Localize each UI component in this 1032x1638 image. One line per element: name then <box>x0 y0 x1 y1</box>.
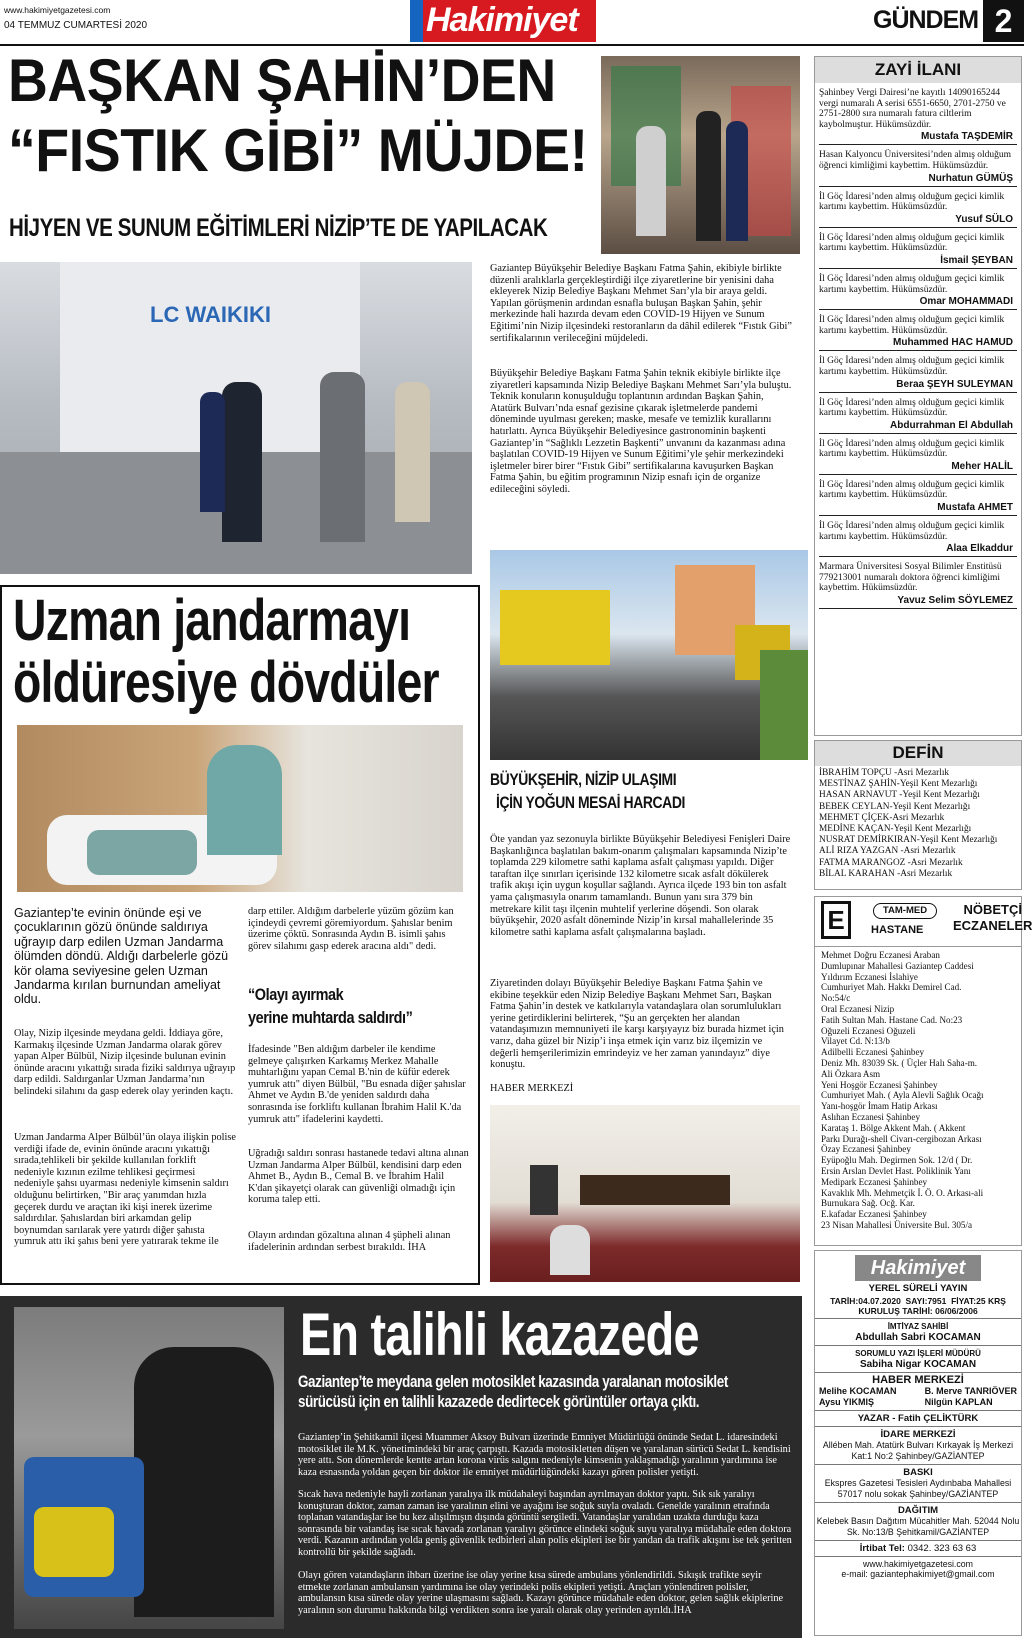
zayi-item-name: Omar MOHAMMADI <box>819 295 1017 310</box>
zayi-item-text: Şahinbey Vergi Dairesi’ne kayıtlı 14090165244 vergi numaralı A serisi 6551-6650, 2701-2750 ve 2751-2800 sıra numaralı fatura ciltlerim kaybolmuştur. Hükümsüzdür. <box>819 88 1006 130</box>
eczane-line: Eyüpoğlu Mah. Degirmen Sok. 12/d ( Dr. <box>821 1155 973 1166</box>
jandarma-subhead-line2: yerine muhtarda saldırdı” <box>248 1008 413 1027</box>
lead-headline-2: “FISTIK GİBİ” MÜJDE! <box>8 117 588 184</box>
eczane-line: E.kafadar Eczanesi Şahinbey <box>821 1209 927 1220</box>
zayi-item-name: Yusuf SÜLO <box>819 213 1017 228</box>
eczane-line: Oral Eczanesi Nizip <box>821 1003 895 1014</box>
eczane-line: Medipark Eczanesi Şahinbey <box>821 1176 928 1187</box>
jandarma-paragraph-3: darp ettiler. Aldığım darbelerle yüzüm gözüm kan içindeydi çevremi göremiyordum. Şahıslar benim üzerime çöktü. Sonrasında Aydın B. isimli şahıs görev silahımı gasp ederek aracına aldı" dedi. <box>248 906 454 952</box>
jandarma-headline-1: Uzman jandarmayı <box>13 588 411 653</box>
zayi-item-text: Marmara Üniversitesi Sosyal Bilimler Enstitüsü 779213001 numaralı doktora öğrenci kimliğimi kaybettim. Hükümsüzdür. <box>819 562 1002 594</box>
lead-paragraph-2: Büyükşehir Belediye Başkanı Fatma Şahin teknik ekibiyle birlikte ilçe ziyaretleri kapsamında Nizip Belediye Başkanı Mehmet Sarı’yla buluştu. Teknik konuların konuşulduğu toplantının ardından Başkan Şahin, Atatürk Bulvarı’nda esnaf gezisine çıkarak işletmelerde pandemi döneminde uyulması gereken; maske, mesafe ve temizlik kurallarını hatırlattı. Ayrıca Büyükşehir Belediyesince gastronominin başkenti Gaziantep’in “Sağlıklı Lezzetin Başkenti” unvanını da kazanması adına başlatılan COVID-19 Hijyen ve Sunum Eğitimi’yle şehir merkezindeki işletmeler birer birer “Fıstık Gibi” sertifikalarına kavuşurken Başkan Fatma Şahin, bu eğitim programının Nizip esnafı için de organize edileceğini söyledi. <box>490 368 792 495</box>
eczane-list <box>815 947 1021 1234</box>
eczane-line: Kavaklık Mh. Mehmetçik İ. Ö. O. Arkası-ali <box>821 1187 984 1198</box>
section-label: GÜNDEM <box>873 6 979 34</box>
defin-item: MEHMET ÇİÇEK-Asri Mezarlık <box>819 812 945 823</box>
lead-photo-shop <box>601 56 800 254</box>
imprint-logo: Hakimiyet <box>855 1255 981 1281</box>
lead-paragraph-3: Öte yandan yaz sezonuyla birlikte Büyükşehir Belediyesi Fenişleri Daire Başkanlığınca başlatılan bakım-onarım çalışmaları kapsamında Nizip’te toplamda 229 kilometre sathi kaplama asfalt çalışması yapıldı. Diğer taraftan ilçe sınırları içerisinde 132 kilometre sıcak asfalt dökülerek trafik akışı için uygun koşullar sağlandı. Ayrıca ilçede 193 bin ton asfalt yama çalışmasıyla onarım tamamlandı. Bunun yanı sıra 379 bin metrekare kilit taşı ilçenin muhtelif yerlerine döşendi. Son olarak büyükşehir, 2020 asfalt döneminde Nizip’in kırsal mahallelerinde 35 kilometre sathi kaplama asfalt çalışmalarına başladı. <box>490 834 791 938</box>
defin-item: BİLAL KARAHAN -Asri Mezarlık <box>819 868 953 879</box>
zayi-item-name: Mustafa TAŞDEMİR <box>819 130 1017 145</box>
zayi-item-name: Yavuz Selim SÖYLEMEZ <box>819 594 1017 609</box>
eczane-line: 23 Nisan Mahallesi Üniversite Bul. 305/a <box>821 1219 973 1230</box>
eczane-line: Burnukara Sağ. Ocğ. Kar. <box>821 1198 915 1209</box>
masthead-logo[interactable]: Hakimiyet <box>410 0 596 42</box>
zayi-item-text: Hasan Kalyoncu Üniversitesi’nden almış olduğum öğrenci kimliğimi kaybettim. Hükümsüzdür. <box>819 150 1012 171</box>
zayi-item-name: Meher HALİL <box>819 460 1017 475</box>
zayi-item-name: Beraa ŞEYH SULEYMAN <box>819 378 1017 393</box>
lead-photo-street: LC WAIKIKI <box>0 262 472 574</box>
defin-panel <box>814 740 1022 890</box>
lead-photo-asphalt <box>490 550 808 760</box>
lead-paragraph-1: Gaziantep Büyükşehir Belediye Başkanı Fatma Şahin, ekibiyle birlikte düzenli aralıklarla gerçekleştirdiği ilçe ziyaretlerine bir yenisini daha ekleyerek Nizip Belediye Başkanı Mehmet Sarı’yla bir araya geldi. Yapılan görüşmenin ardından esnafla buluşan Başkan Şahin, şehir merkezinde hali hazırda devam eden COVID-19 Hijyen ve Sunum Eğitimi’nin Nizip ilçesindeki restoranların da dâhil edilerek “Fıstık Gibi” sertifikalarının verileceğini müjdeledi. <box>490 263 792 344</box>
imprint-panel: Hakimiyet YEREL SÜRELİ YAYIN TARİH:04.07.2020 SAYI:7951 FİYAT:25 KRŞ KURULUŞ TARİHİ: 06/06/2006 İMTİYAZ SAHİBİ Abdullah Sabri KOCAMAN SORUMLU YAZI İŞLERİ MÜDÜRÜ Sabiha Nigar KOCAMAN HABER MERKEZİ Melihe KOCAMAN Aysu YIKMIŞ B. Merve TANRIÖVER Nilgün KAPLAN YAZAR - Fatih ÇELİKTÜRK İDARE MERKEZİ Allében Mah. Atatürk Bulvarı Kırkayak İş Merkezi Kat:1 No:2 Şahinbey/GAZİANTEP BASKI Ekspres Gazetesi Tesisleri Aydınbaba Mahallesi 57017 nolu sokak Şahinbey/GAZİANTEP DAĞITIM Kelebek Basın Dağıtım Mücahitler Mah. 52044 Nolu Sk. No:13/B Şehitkamil/GAZİANTEP İrtibat Tel: 0342. 323 63 63 www.hakimiyetgazetesi.com e-mail: gaziantephakimiyet@gmail.com <box>814 1250 1022 1636</box>
zayi-item-text: İl Göç İdaresi’nden almış olduğum geçici kimlik kartımı kaybettim. Hükümsüzdür. <box>819 191 1005 213</box>
zayi-item-text: İl Göç İdaresi’nden almış olduğum geçici kimlik kartımı kaybettim. Hükümsüzdür. <box>819 315 1005 336</box>
eczane-panel: E TAM-MED HASTANE NÖBETÇİ ECZANELER Mehmet Doğru Eczanesi Araban Dumlupınar Mahallesi Gaziantep Caddesi Yıldırım Eczanesi İslahiye Cumhuriyet Mah. Hakkı Demirel Cad. No:54/c Oral Eczanesi Nizip Fatih Sultan Mah. Hastane Cad. No:23 Oğuzeli Eczanesi Oğuzeli Vilayet Cd. N:13/b Adilbelli Eczanesi Şahinbey Deniz Mh. 83039 Sk. ( Üçler Halı Saha-m. Ali Özkara Asm Yeni Hoşgör Eczanesi Şahinbey Cumhuriyet Mah. ( Ayla Alevli Sağlık Ocağı Yanı-hoşgör İmam Hatip Arkası Aslıhan Eczanesi Şahinbey Karataş 1. Bölge Akkent Mah. ( Akkent Parkı Durağı-shell Civarı-cergibozan Arkası Özay Eczanesi Şahinbey Eyüpoğlu Mah. Degirmen Sok. 12/d ( Dr. Ersin Arslan Devlet Hast. Poliklinik Yanı Medipark Eczanesi Şahinbey Kavaklık Mh. Mehmetçik İ. Ö. O. Arkası-ali Burnukara Sağ. Ocğ. Kar. E.kafadar Eczanesi Şahinbey 23 Nisan Mahallesi Üniversite Bul. 305/a <box>814 896 1022 1246</box>
zayi-item-text: İl Göç İdaresi’nden almış olduğum geçici kimlik kartımı kaybettim. Hükümsüzdür. <box>819 232 1005 254</box>
website-url[interactable]: www.hakimiyetgazetesi.com <box>4 5 111 15</box>
defin-title: DEFİN <box>815 741 1021 766</box>
zayi-item-name: Abdurrahman El Abdullah <box>819 419 1017 434</box>
jandarma-paragraph-6: Olayın ardından gözaltına alınan 4 şüpheli alınan ifadelerinin ardından serbest bırakıldı. İHA <box>248 1230 451 1253</box>
zayi-item-text: İl Göç İdaresi’nden almış olduğum geçici kimlik kartımı kaybettim. Hükümsüzdür. <box>819 356 1005 377</box>
eczane-line: Yeni Hoşgör Eczanesi Şahinbey <box>821 1079 938 1090</box>
jandarma-photo <box>17 725 463 892</box>
defin-item: BEBEK CEYLAN-Yeşil Kent Mezarlığı <box>819 801 971 812</box>
kaza-paragraph-3: Olayı gören vatandaşların ihbarı üzerine ise olay yerine kısa sürede ambulans yönlendirildi. Sıkışık trafikte seyir etmekte zorlanan ambulansın yardımına ise olay yerindeki polis ekipleri yetişti. Araçları yönlendiren polisler, ambulansın kısa sürede olay yerine ulaşmasını sağladı. Kazayı görünce müdahale eden doktor, gelen sağlık ekiplerine yaralının son durumu hakkında bilgi verdikten sonra ise yaralı olarak olay yerinden ayrıldı.İHA <box>298 1570 784 1616</box>
eczane-line: Karataş 1. Bölge Akkent Mah. ( Akkent <box>821 1122 966 1133</box>
defin-item: HASAN ARNAVUT -Yeşil Kent Mezarlığı <box>819 790 980 801</box>
zayi-item-text: İl Göç İdaresi’nden almış olduğum geçici kimlik kartımı kaybettim. Hükümsüzdür. <box>819 479 1005 501</box>
eczane-line: No:54/c <box>821 993 851 1004</box>
kaza-deck: Gaziantep’te meydana gelen motosiklet kazasında yaralanan motosiklet sürücüsü için en talihli kazazede dedirtecek görüntüler ortaya çıktı. <box>298 1372 728 1411</box>
eczane-title: NÖBETÇİ ECZANELER <box>953 902 1032 933</box>
kaza-headline: En talihli kazazede <box>300 1301 699 1368</box>
zayi-list <box>815 88 1021 609</box>
zayi-item-name: Mustafa AHMET <box>819 501 1017 516</box>
zayi-item-text: İl Göç İdaresi’nden almış olduğum geçici kimlik kartımı kaybettim. Hükümsüzdür. <box>819 397 1005 419</box>
eczane-line: Oğuzeli Eczanesi Oğuzeli <box>821 1025 916 1036</box>
defin-item: MEDİNE KAÇAN-Yeşil Kent Mezarlığı <box>819 824 972 835</box>
eczane-line: Dumlupınar Mahallesi Gaziantep Caddesi <box>821 960 974 971</box>
page-number: 2 <box>983 0 1024 42</box>
lead-credit: HABER MERKEZİ <box>490 1083 574 1094</box>
defin-item: FATMA MARANGOZ -Asri Mezarlık <box>819 857 963 868</box>
defin-item: ALİ RIZA YAZGAN -Asri Mezarlık <box>819 846 956 857</box>
eczane-line: Cumhuriyet Mah. ( Ayla Alevli Sağlık Ocağı <box>821 1090 984 1101</box>
eczane-line: Ali Özkara Asm <box>821 1068 881 1079</box>
zayi-item-name: İsmail ŞEYBAN <box>819 254 1017 269</box>
kaza-paragraph-2: Sıcak hava nedeniyle hayli zorlanan yaralıya ilk müdahaleyi başından ayrılmayan doktor yaptı. Sık sık yaralıyı konuşturan doktor, zaman zaman ise yaralının elini ve ayağını ise soğuk suyla ovaladı. Genelde yaralının etrafında toplanan vatandaşlar ise bu kez alışılmışın dışında görüntü sergiledi. Vatandaşlar yaralıdan uzakta durduğu kaza sonrasında bir vatandaş ise sıcak havada zorlanan yaralıyı görünce elindeki soğuk suyu yaralıya müdahale eden doktora verdi. Kazanın ardından yolda geniş güvenlik tedbirleri alan polis ekipleri ise bir yandan da trafik akışını ise tek şeritten kontrollü bir şekilde sağladı. <box>298 1489 792 1558</box>
zayi-item-text: İl Göç İdaresi’nden almış olduğum geçici kimlik kartımı kaybettim. Hükümsüzdür. <box>819 273 1005 295</box>
jandarma-headline-2: öldüresiye dövdüler <box>13 650 439 715</box>
eczane-line: Yıldırım Eczanesi İslahiye <box>821 971 918 982</box>
zayi-item-name: Muhammed HAC HAMUD <box>819 336 1017 351</box>
eczane-line: Cumhuriyet Mah. Hakkı Demirel Cad. <box>821 982 962 993</box>
defin-item: İBRAHİM TOPÇU -Asri Mezarlık <box>819 768 950 778</box>
eczane-line: Özay Eczanesi Şahinbey <box>821 1144 911 1155</box>
zayi-item-text: İl Göç İdaresi’nden almış olduğum geçici kimlik kartımı kaybettim. Hükümsüzdür. <box>819 438 1005 460</box>
jandarma-paragraph-4: İfadesinde "Ben aldığım darbeler ile kendime gelmeye çalışırken Karkamış Merkez Mahalle muhtarlığını yapan Cemal B.'nin de küfür ederek yumruk attı" diyen Bülbül, "Bu esnada diğer şahıslar Ahmet ve Aydın B.'de yeniden saldırdı daha sonrasında ise forkliftı kullanan İbrahim Halil K.'da yumruk attı" ifadelerini kaydetti. <box>248 1044 466 1125</box>
eczane-line: Aslıhan Eczanesi Şahinbey <box>821 1111 920 1122</box>
eczane-line: Mehmet Doğru Eczanesi Araban <box>821 950 940 960</box>
jandarma-paragraph-2: Uzman Jandarma Alper Bülbül’ün olaya ilişkin polise verdiği ifade de, evinin önünde aracını yıkattığı sırada,tehlikeli bir şekilde kullanılan forklift nedeniyle kızının ezilme tehlikesi geçirmesi nedeniyle şahsı uyarması nedeniyle kimsenin saldırı olduğunu belirtirken, "Bir araç yanımdan hızla geçerek durdu ve araçtan iki kişi inerek üzerime saldırdılar. Şahıslardan biri arkamdan gelip boynumdan sarılarak yere yatırdı diğer şahısta yumruk attı iki şahıs beni yere yatırarak tekme ile <box>14 1132 236 1248</box>
eczane-line: Fatih Sultan Mah. Hastane Cad. No:23 <box>821 1014 963 1025</box>
eczane-line: Adilbelli Eczanesi Şahinbey <box>821 1047 925 1058</box>
lead-subhead-2-line1: BÜYÜKŞEHİR, NİZİP ULAŞIMI <box>490 770 677 789</box>
lead-subhead-2-line2: İÇİN YOĞUN MESAİ HARCADI <box>496 793 685 812</box>
lead-paragraph-4: Ziyaretinden dolayı Büyükşehir Belediye Başkanı Fatma Şahin ve ekibine teşekkür eden Nizip Belediye Başkanı Mehmet Sarı, Başkan Fatma Şahin’in destek ve katkılarıyla vatandaşlara olan sorumlulukları yerine getirdiklerini belirterek, “Şu an gerçekten her alandan vatandaşımızın memnuniyeti ile karşı karşıyayız biz burada hizmet için varız, daha güzel bir Nizip’i inşa etmek için varız biz ilçemizin ve değerli hemşerilerimizin emrindeyiz ve her zaman yanındayız” diye konuştu. <box>490 978 784 1071</box>
lead-photo-meeting <box>490 1105 800 1282</box>
kaza-paragraph-1: Gaziantep’in Şehitkamil ilçesi Muammer Aksoy Bulvarı üzerinde Emniyet Müdürlüğü önünde Sedat L. idaresindeki motosiklet ile M.K. yönetimindeki bir araç çarpıştı. Kazada motosikletten düşen ve yaralanan sürücü Sedat L. kendisini yere attı. Son dönemlerde kentte artan korona virüs salgını nedeniyle kimsenin yaklaşmadığı yaralının yardımına ise kaza esnasında yoldan geçen bir doktor ile emniyet müdürlüğündeki kazayı gören polisler yetişti. <box>298 1432 791 1478</box>
jandarma-lead: Gaziantep’te evinin önünde eşi ve çocuklarının gözü önünde saldırıya uğrayıp darp edilen Uzman Jandarma ölümden döndü. Aldığı darbelerle gözü kör olama seviyesine gelen Uzman Jandarma kırılan burnundan ameliyat oldu. <box>14 906 229 1007</box>
eczane-tammed: TAM-MED <box>873 903 937 919</box>
defin-item: NUSRAT DEMİRKIRAN-Yeşil Kent Mezarlığı <box>819 835 998 846</box>
zayi-item-text: İl Göç İdaresi’nden almış olduğum geçici kimlik kartımı kaybettim. Hükümsüzdür. <box>819 521 1005 542</box>
lead-headline-1: BAŞKAN ŞAHİN’DEN <box>8 47 556 114</box>
eczane-line: Vilayet Cd. N:13/b <box>821 1036 890 1047</box>
jandarma-subhead-line1: “Olayı ayırmak <box>248 985 344 1004</box>
eczane-line: Parkı Durağı-shell Civarı-cergibozan Arkası <box>821 1133 982 1144</box>
lead-subhead: HİJYEN VE SUNUM EĞİTİMLERİ NİZİP’TE DE YAPILACAK <box>9 214 548 242</box>
defin-item: MESTİNAZ ŞAHİN-Yeşil Kent Mezarlığı <box>819 779 978 790</box>
zayi-item-name: Nurhatun GÜMÜŞ <box>819 172 1017 187</box>
zayi-panel <box>814 56 1022 736</box>
eczane-line: Deniz Mh. 83039 Sk. ( Üçler Halı Saha-m. <box>821 1057 978 1068</box>
jandarma-paragraph-5: Uğradığı saldırı sonrası hastanede tedavi altına alınan Uzman Jandarma Alper Bülbül, kendisini darp eden Ahmet B., Aydın B., Cemal B. ve İbrahim Halil K'dan şikayetçi olarak can güvenliği olmadığı için koruma talep etti. <box>248 1148 469 1206</box>
eczane-line: Ersin Arslan Devlet Hast. Poliklinik Yanı <box>821 1165 971 1176</box>
eczane-line: Yanı-hoşgör İmam Hatip Arkası <box>821 1101 938 1112</box>
issue-date: 04 TEMMUZ CUMARTESİ 2020 <box>4 20 148 31</box>
zayi-title: ZAYİ İLANI <box>815 57 1021 83</box>
zayi-item-name: Alaa Elkaddur <box>819 542 1017 557</box>
eczane-hastane: HASTANE <box>871 924 924 936</box>
defin-list <box>815 766 1021 882</box>
jandarma-paragraph-1: Olay, Nizip ilçesinde meydana geldi. İddiaya göre, Karmakış ilçesinde Uzman Jandarma olarak görev yapan Alper Bülbül, Nizip ilçesinde bulunan evinin önünde aracını yıkattığı sırada fiziki saldırıya uğrayıp darp edildi. Saldırganlar Uzman Jandarma’nın belindeki silahını da gasp ederek olay yerinden kaçtı. <box>14 1028 236 1097</box>
kaza-photo <box>14 1307 284 1629</box>
